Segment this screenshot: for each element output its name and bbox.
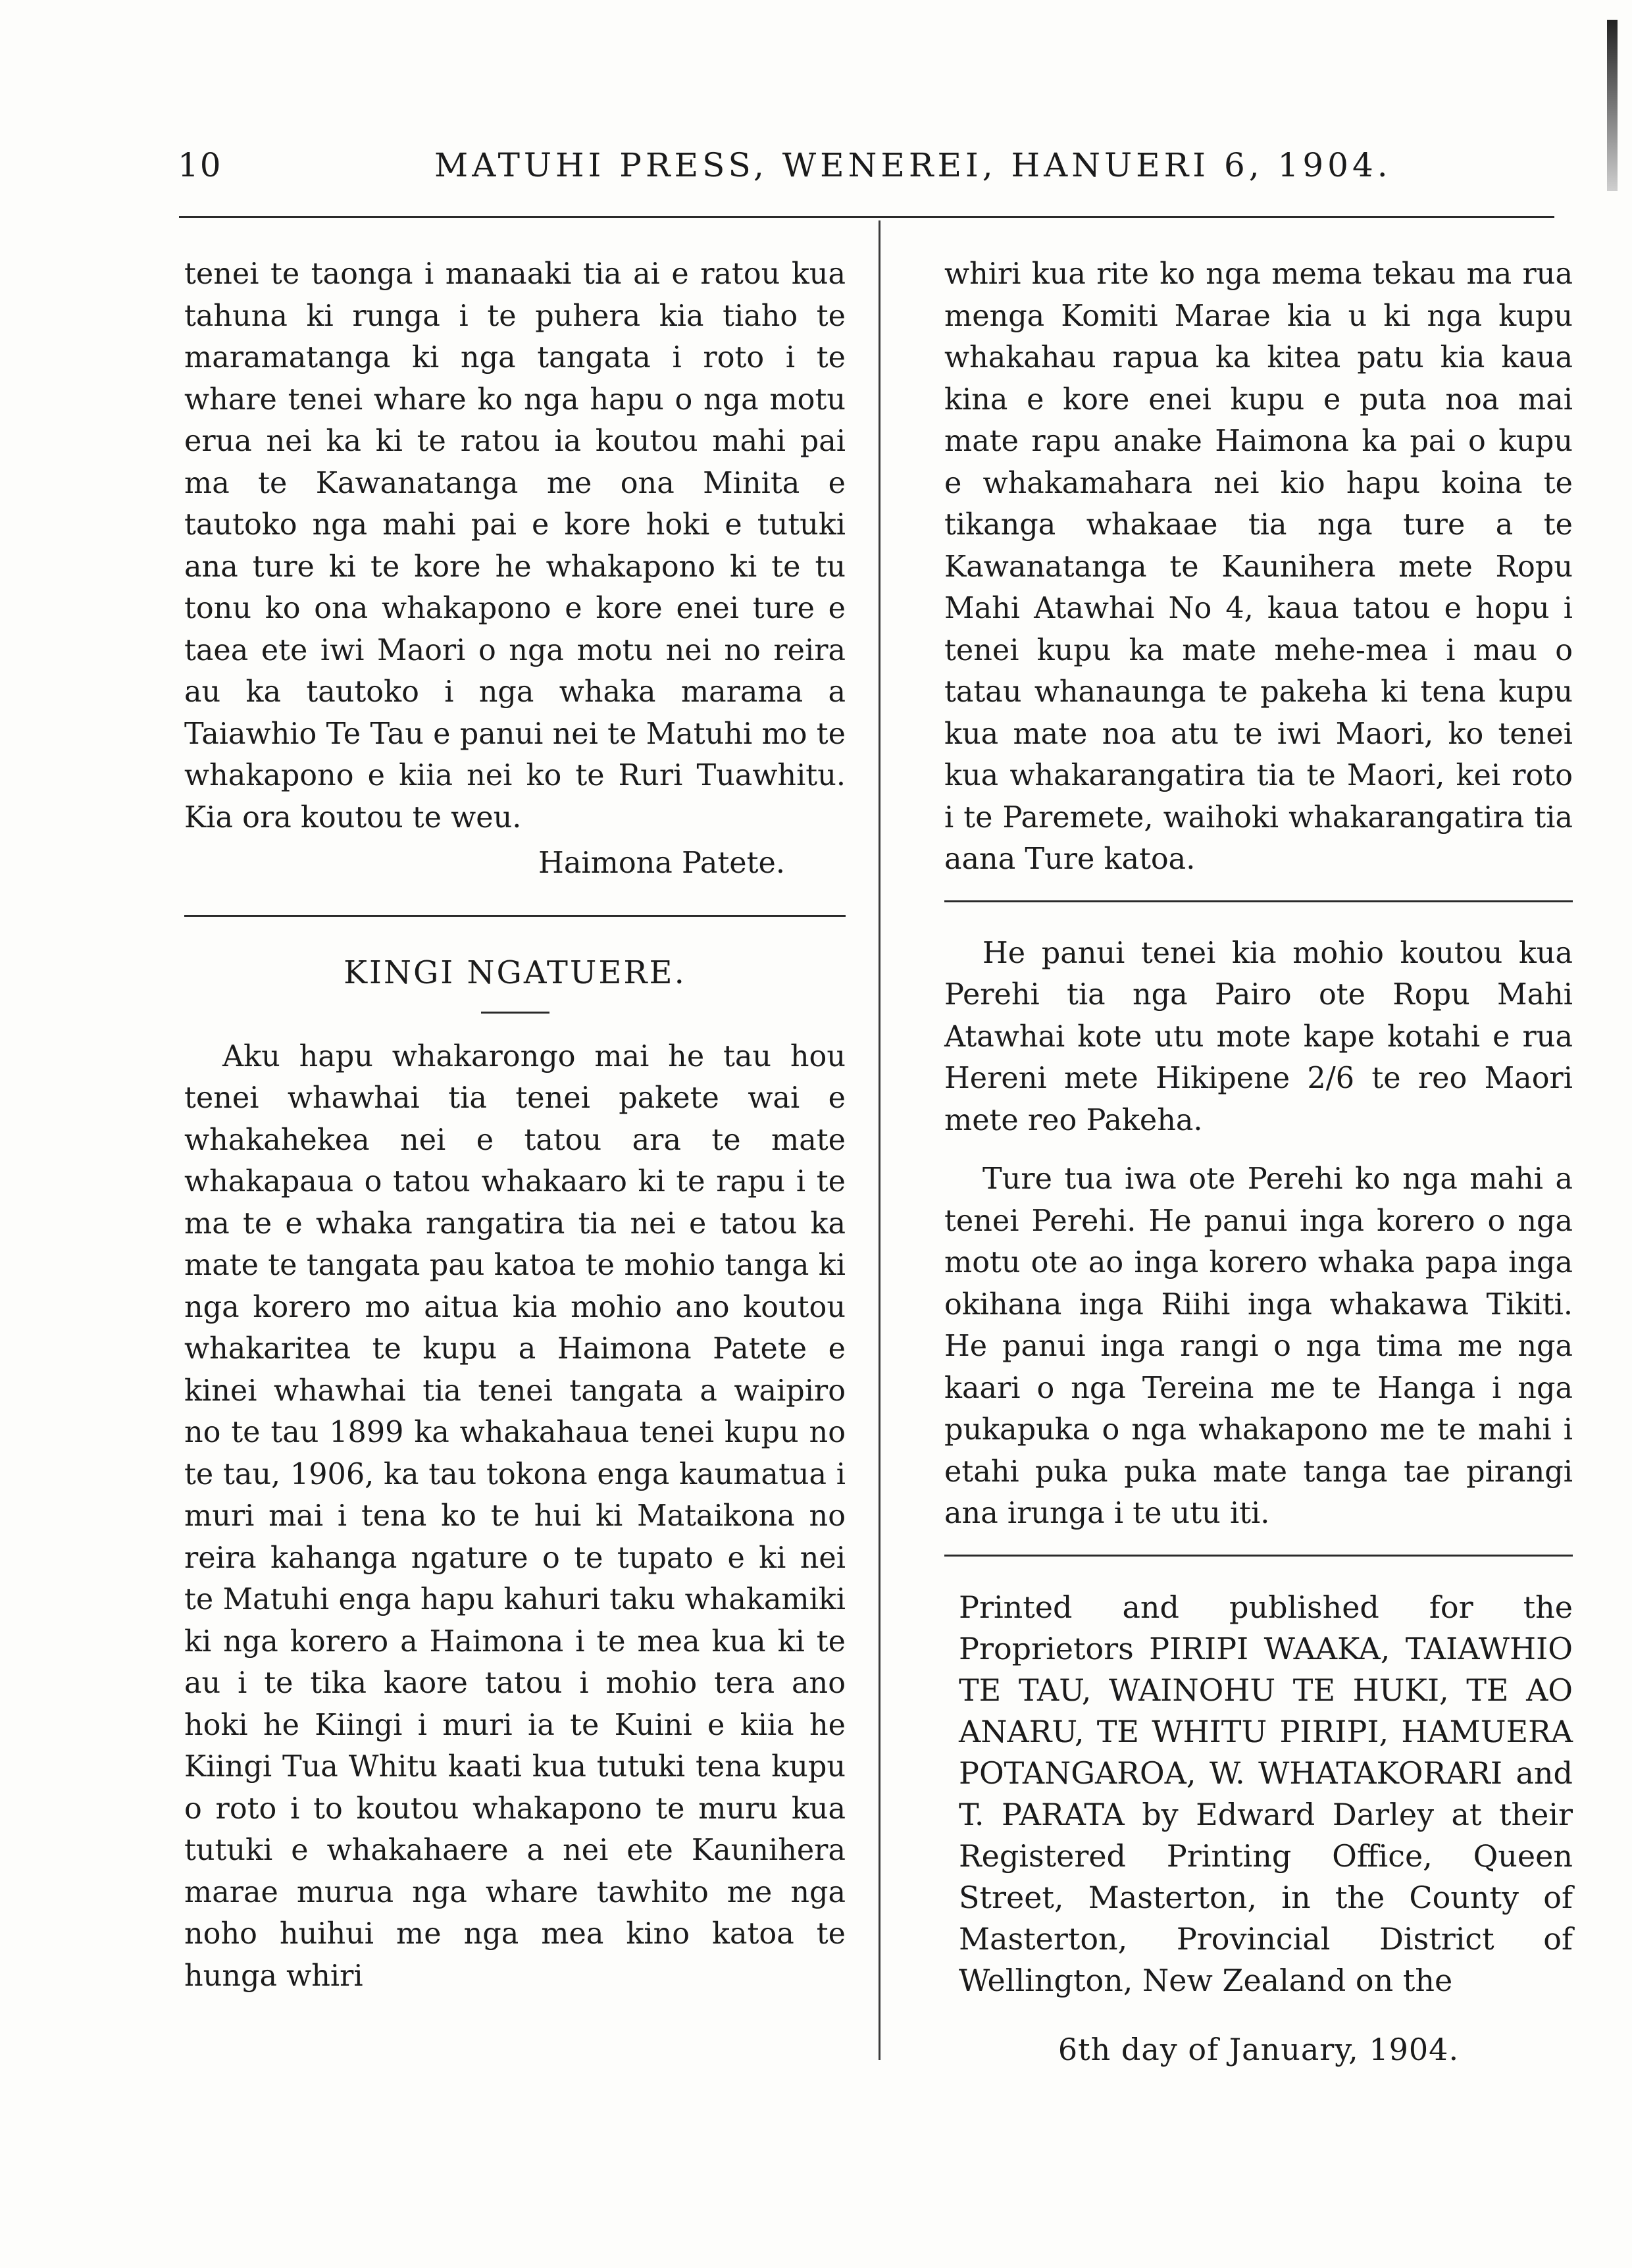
section-rule: [944, 1555, 1573, 1557]
page-header: [178, 146, 1395, 192]
notice-paragraph-2: Ture tua iwa ote Perehi ko nga mahi a tenei Perehi. He panui inga korero o nga motu ote ao inga korero whaka papa inga okihana inga Riihi inga whakawa Tikiti. He panui inga rangi o nga tima me nga kaari o nga Tereina me te Hanga i nga pukapuka o nga whakapono me te mahi i etahi puka puka mate tanga tae pirangi ana irunga i te utu iti.: [944, 1162, 1573, 1530]
letter-body: tenei te taonga i manaaki tia ai e ratou kua tahuna ki runga i te puhera kia tiaho te maramatanga ki nga tangata i roto i te whare tenei whare ko nga hapu o nga motu erua nei ka ki te ratou ia koutou mahi pai ma te Kawanatanga me ona Minita e tautoko nga mahi pai e kore hoki e tutuki ana ture ki te kore he whakapono ki te tu tonu ko ona whakapono e kore enei ture e taea ete iwi Maori o nga motu nei no reira au ka tautoko i nga whaka marama a Taiawhio Te Tau e panui nei te Matuhi mo te whakapono e kiia nei ko te Ruri Tuawhitu. Kia ora koutou te weu.: [184, 257, 846, 835]
scan-edge-mark: [1607, 20, 1618, 191]
article-body: Aku hapu whakarongo mai he tau hou tenei whawhai tia tenei pakete wai e whakahekea nei e tatou ara te mate whakapaua o tatou whakaaro ki te rapu i te ma te e whaka rangatira tia nei e tatou ka mate te tangata pau katoa te mohio tanga ki nga korero mo aitua kia mohio ano koutou whakaritea te kupu a Haimona Patete e kinei whawhai tia tenei tangata a waipiro no te tau 1899 ka whakahaua tenei kupu no te tau, 1906, ka tau tokona enga kaumatua i muri mai i tena ko te hui ki Mataikona no reira kahanga ngature o te tupato e ki nei te Matuhi enga hapu kahuri taku whakamiki ki nga korero a Haimona i te mea kua ki te au i te tika kaore tatou i mohio tera ano hoki he Kiingi i muri ia te Kuini e kiia he Kiingi Tua Whitu kaati kua tutuki tena kupu o roto i to koutou whakapono te muru kua tutuki e whakahaere a nei ete Kaunihera marae murua nga whare tawhito me nga noho huihui me nga mea kino katoa te hunga whiri: [184, 1039, 846, 1993]
column-divider: [879, 220, 880, 2060]
masthead-title: MATUHI PRESS, WENEREI, HANUERI 6, 1904.: [434, 146, 1392, 184]
heading-rule: [481, 1012, 549, 1014]
letter-signature: Haimona Patete.: [538, 846, 785, 880]
section-rule: [184, 915, 846, 917]
right-column: [944, 253, 1573, 2071]
article-heading: KINGI NGATUERE.: [344, 954, 686, 991]
imprint-text: Printed and published for the Proprietors PIRIPI WAAKA, TAIAWHIO TE TAU, WAINOHU TE HUKI, TE AO ANARU, TE WHITU PIRIPI, HAMUERA POTANGAROA, W. WHATAKORARI and T. PARATA by Edward Darley at their Registered Printing Office, Queen Street, Masterton, in the County of Masterton, Provincial District of Wellington, New Zealand on the: [959, 1589, 1573, 1998]
paragraph-gap: [944, 1141, 1573, 1158]
notice-paragraph-1: He panui tenei kia mohio koutou kua Perehi tia nga Pairo ote Ropu Mahi Atawhai kote utu mote kape kotahi e rua Hereni mete Hikipene 2/6 te reo Maori mete reo Pakeha.: [944, 936, 1573, 1137]
header-rule: [179, 216, 1554, 218]
article-continuation: whiri kua rite ko nga mema tekau ma rua menga Komiti Marae kia u ki nga kupu whakahau rapua ka kitea patu kia kaua kina e kore enei kupu e puta noa mai mate rapu anake Haimona ka pai o kupu e whakamahara nei kio hapu koina te tikanga whakaae tia nga ture a te Kawanatanga te Kaunihera mete Ropu Mahi Atawhai No 4, kaua tatou e hopu i tenei kupu ka mate mehe-mea i mau o tatau whanaunga te pakeha ki tena kupu kua mate noa atu te iwi Maori, ko tenei kua whakarangatira tia te Maori, kei roto i te Paremete, waihoki whakarangatira tia aana Ture katoa.: [944, 257, 1573, 876]
left-column: [184, 253, 846, 1997]
page-number: 10: [178, 146, 222, 184]
imprint-date: 6th day of January, 1904.: [1058, 2031, 1460, 2067]
section-rule: [944, 900, 1573, 902]
imprint-block: [944, 1587, 1573, 2071]
